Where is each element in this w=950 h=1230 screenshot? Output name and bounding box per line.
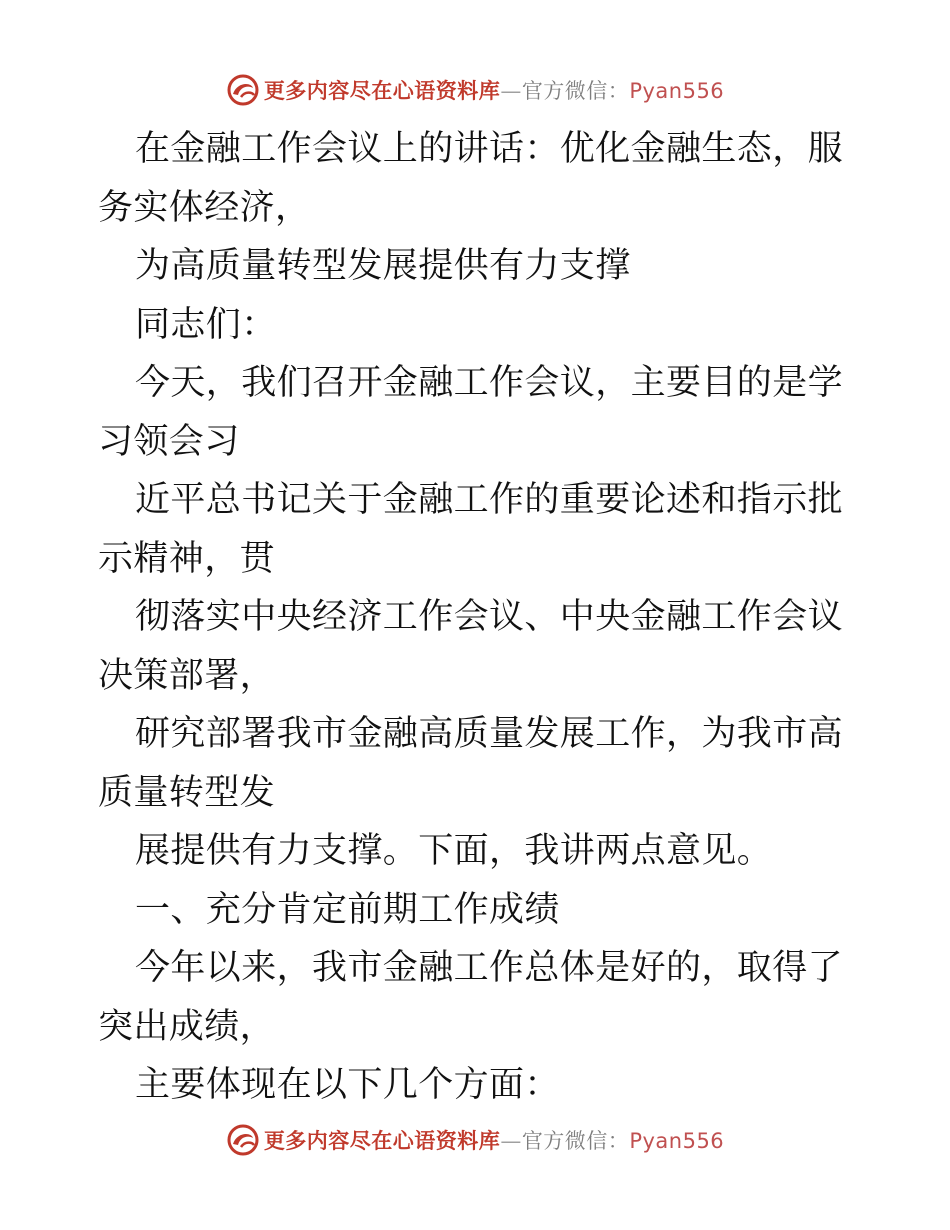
swirl-logo-icon <box>226 73 260 107</box>
body-paragraph: 今年以来，我市金融工作总体是好的，取得了突出成绩， <box>98 948 844 1047</box>
watermark-separator: — <box>500 79 522 103</box>
footer-watermark <box>0 1120 950 1160</box>
body-paragraph: 展提供有力支撑。下面，我讲两点意见。 <box>135 831 773 871</box>
body-paragraph: 彻落实中央经济工作会议、中央金融工作会议决策部署， <box>98 597 844 696</box>
watermark-text <box>264 75 724 105</box>
body-paragraph: 近平总书记关于金融工作的重要论述和指示批示精神，贯 <box>98 480 844 579</box>
speech-title-line-1: 在金融工作会议上的讲话：优化金融生态，服务实体经济， <box>98 129 844 228</box>
watermark-site-text: 更多内容尽在心语资料库 <box>263 79 501 103</box>
body-paragraph: 研究部署我市金融高质量发展工作，为我市高质量转型发 <box>98 714 844 813</box>
watermark-site-text: 更多内容尽在心语资料库 <box>263 1129 501 1153</box>
section-heading: 一、充分肯定前期工作成绩 <box>135 889 560 930</box>
watermark-wechat-label: 官方微信： <box>521 1129 630 1153</box>
watermark-wechat-label: 官方微信： <box>521 79 630 103</box>
swirl-logo-icon <box>226 1123 260 1157</box>
document-body <box>98 120 852 1115</box>
watermark-wechat-id: Pyan556 <box>629 1129 725 1153</box>
watermark-wechat-id: Pyan556 <box>629 79 725 103</box>
watermark-separator: — <box>500 1129 522 1153</box>
header-watermark <box>0 70 950 110</box>
watermark-text <box>264 1125 724 1155</box>
salutation: 同志们： <box>135 304 277 345</box>
speech-title-line-2: 为高质量转型发展提供有力支撑 <box>135 246 631 286</box>
body-paragraph: 主要体现在以下几个方面： <box>135 1065 560 1105</box>
body-paragraph: 今天，我们召开金融工作会议，主要目的是学习领会习 <box>98 363 844 462</box>
